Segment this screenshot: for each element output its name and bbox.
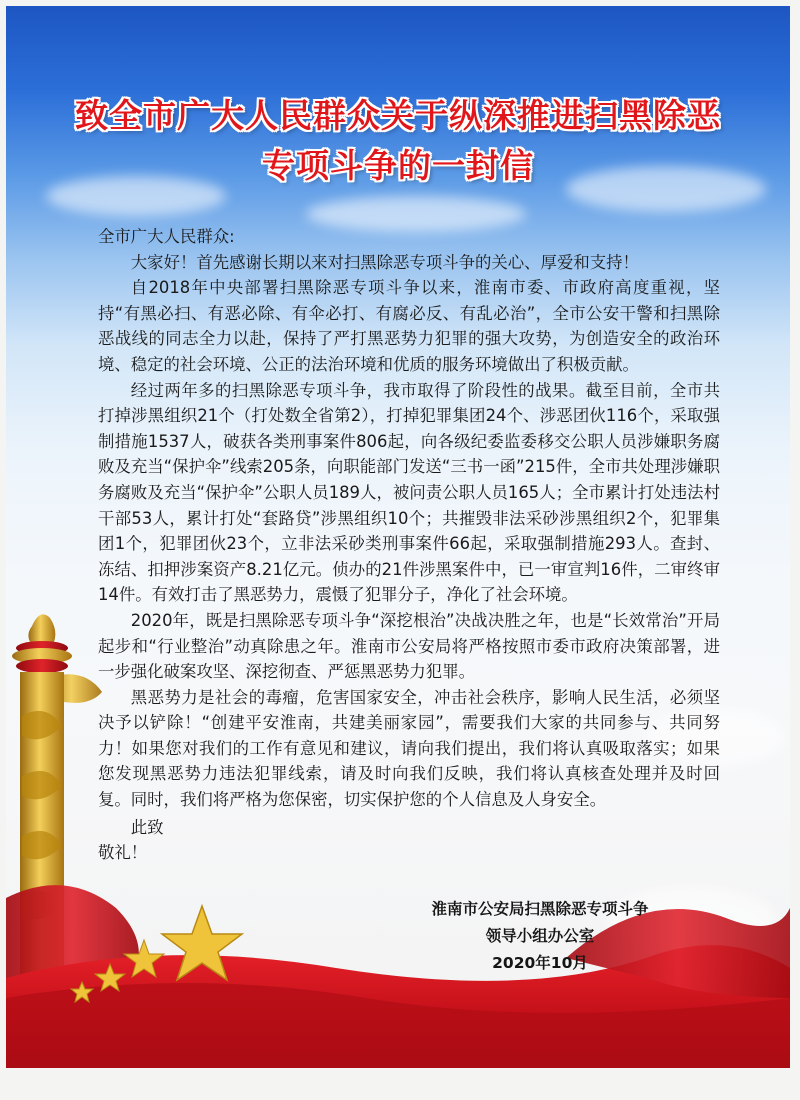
letter-paragraph: 经过两年多的扫黑除恶专项斗争，我市取得了阶段性的战果。截至目前，全市共打掉涉黑组织21个（打处数全省第2），打掉犯罪集团24个、涉恶团伙116个，采取强制措施1537人，破获各类刑事案件806起，向各级纪委监委移交公职人员涉嫌职务腐败及充当“保护伞”线索205条，向职能部门发送“三书一函”215件，全市共处理涉嫌职务腐败及充当“保护伞”公职人员189人，被问责公职人员165人；全市累计打处违法村干部53人，累计打处“套路贷”涉黑组织10个；共摧毁非法采砂涉黑组织2个，犯罪集团1个，犯罪团伙23个，立非法采砂类刑事案件66起，采取强制措施293人。查封、冻结、扣押涉案资产8.21亿元。侦办的21件涉黑案件中，已一审宣判16件，二审终审14件。有效打击了黑恶势力，震慑了犯罪分子，净化了社会环境。: [98, 380, 720, 605]
letter-closing-cizhi: 此致: [130, 817, 164, 837]
signature-org-line-1: 淮南市公安局扫黑除恶专项斗争: [431, 900, 649, 918]
signature-date: 2020年10月: [492, 954, 588, 972]
letter-closing-jingli: 敬礼！: [98, 843, 148, 863]
letter-paragraph: 黑恶势力是社会的毒瘤，危害国家安全，冲击社会秩序，影响人民生活，必须坚决予以铲除！“创建平安淮南，共建美丽家园”，需要我们大家的共同参与、共同努力！如果您对我们的工作有意见和建议，请向我们提出，我们将认真吸取落实；如果您发现黑恶势力违法犯罪线索，请及时向我们反映，我们将认真核查处理并及时回复。同时，我们将严格为您保密，切实保护您的个人信息及人身安全。: [98, 687, 720, 810]
letter-title-line-1: 致全市广大人民群众关于纵深推进扫黑除恶: [75, 96, 721, 135]
letter-salutation: 全市广大人民群众:: [98, 227, 235, 246]
signature-org-line-2: 领导小组办公室: [485, 927, 595, 945]
red-flag-ribbon: [6, 848, 790, 1068]
signature-block: [410, 896, 670, 977]
letter-paragraph: 自2018年中央部署扫黑除恶专项斗争以来，淮南市委、市政府高度重视，坚持“有黑必扫、有恶必除、有伞必打、有腐必反、有乱必治”，全市公安干警和扫黑除恶战线的同志全力以赴，保持了严打黑恶势力犯罪的强大攻势，为创造安全的政治环境、稳定的社会环境、公正的法治环境和优质的服务环境做出了积极贡献。: [98, 278, 720, 374]
letter-paragraph: 大家好！首先感谢长期以来对扫黑除恶专项斗争的关心、厚爱和支持！: [130, 252, 639, 272]
letter-title-line-2: 专项斗争的一封信: [262, 146, 534, 185]
letter-poster: [6, 6, 790, 1068]
letter-paragraph: 2020年，既是扫黑除恶专项斗争“深挖根治”决战决胜之年，也是“长效常治”开局起步和“行业整治”动真除患之年。淮南市公安局将严格按照市委市政府决策部署，进一步强化破案攻坚、深挖彻查、严惩黑恶势力犯罪。: [98, 610, 720, 682]
letter-body: [98, 224, 720, 866]
